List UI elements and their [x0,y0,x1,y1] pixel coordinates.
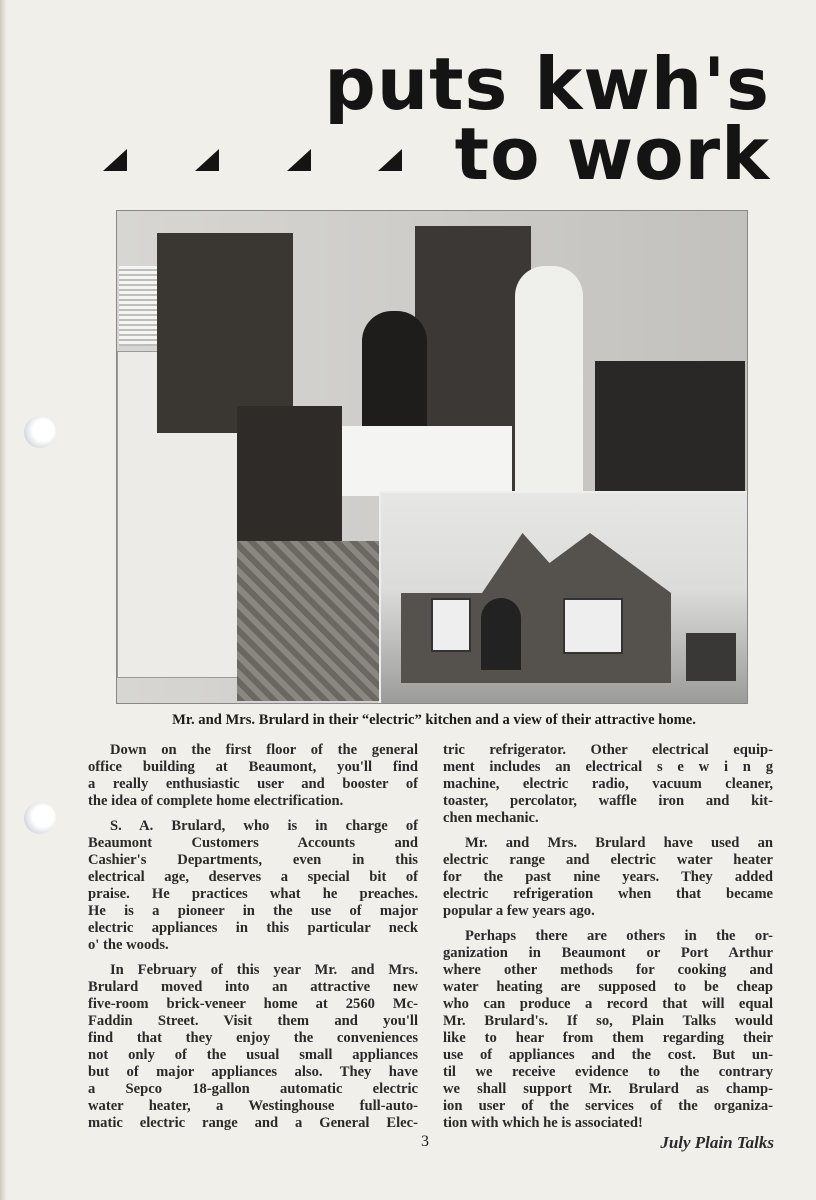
text-line: for the past nine years. They added [443,869,773,885]
text-line: o' the woods. [88,937,169,953]
garage [686,633,736,681]
electric-range [595,361,745,491]
text-line: machine, electric radio, vacuum cleaner, [443,776,773,792]
page-binding-edge [0,0,6,1200]
text-line: who can produce a record that will equal [443,996,773,1012]
text-line: popular a few years ago. [443,903,595,919]
text-line: praise. He practices what he preaches. [88,886,418,902]
text-line: Mr. Brulard's. If so, Plain Talks would [443,1013,773,1029]
house-window [431,598,471,652]
kitchen-photo [116,210,748,704]
article-paragraph [88,962,418,1132]
text-line: Perhaps there are others in the or- [465,928,773,944]
article-paragraph [443,835,773,920]
triangle-ornament [195,149,219,171]
text-line: electric refrigeration when that became [443,886,773,902]
triangle-ornament [287,149,311,171]
house-window [563,598,623,654]
text-line: a Sepco 18-gallon automatic electric [88,1081,418,1097]
text-line: In February of this year Mr. and Mrs. [110,962,418,978]
cabinet [157,233,293,433]
text-line: til we receive evidence to the contrary [443,1064,773,1080]
article-paragraph [88,818,418,954]
text-line: find that they enjoy the conveniences [88,1030,418,1046]
photo-caption: Mr. and Mrs. Brulard in their “electric” kitchen and a view of their attractive home. [172,712,696,728]
binder-hole [24,802,56,834]
text-line: Faddin Street. Visit them and you'll [88,1013,418,1029]
article-paragraph [443,742,773,827]
text-line: we shall support Mr. Brulard as champ- [443,1081,773,1097]
text-line: electric range and electric water heater [443,852,773,868]
text-line: water heater, a Westinghouse full-auto- [88,1098,418,1114]
triangle-ornament [103,149,127,171]
floor [237,541,387,701]
text-line: like to hear from them regarding their [443,1030,773,1046]
text-line: electric appliances in this particular neck [88,920,418,936]
text-line: Down on the first floor of the general [110,742,418,758]
table [342,426,512,496]
article-column-right [443,742,773,1140]
text-line: Brulard moved into an attractive new [88,979,418,995]
text-line: toaster, percolator, waffle iron and kit- [443,793,773,809]
text-line: office building at Beaumont, you'll find [88,759,418,775]
text-line: tion with which he is associated! [443,1115,643,1131]
text-line: Beaumont Customers Accounts and [88,835,418,851]
text-line: water heating are supposed to be cheap [443,979,773,995]
triangle-ornament [378,149,402,171]
house-door [481,598,521,670]
house-photo [379,491,748,704]
text-line: electrical age, deserves a special bit of [88,869,418,885]
text-line: matic electric range and a General Elec- [88,1115,418,1131]
text-line: tric refrigerator. Other electrical equip- [443,742,773,758]
publication-name: July Plain Talks [660,1133,774,1152]
man-figure [515,266,583,496]
text-line: He is a pioneer in the use of major [88,903,418,919]
article-paragraph [443,928,773,1132]
text-line: not only of the usual small appliances [88,1047,418,1063]
text-line: S. A. Brulard, who is in charge of [110,818,418,834]
text-line: the idea of complete home electrification. [88,793,344,809]
text-line: Mr. and Mrs. Brulard have used an [465,835,773,851]
article-column-left [88,742,418,1140]
headline-line-2: to work [454,112,770,196]
text-line: five-room brick-veneer home at 2560 Mc- [88,996,418,1012]
text-line: ment includes an electrical s e w i n g [443,759,773,775]
text-line: ganization in Beaumont or Port Arthur [443,945,773,961]
page-number: 3 [421,1133,429,1150]
text-line: a really enthusiastic user and booster of [88,776,418,792]
binder-hole [24,416,56,448]
text-line: but of major appliances also. They have [88,1064,418,1080]
article-paragraph [88,742,418,810]
text-line: where other methods for cooking and [443,962,773,978]
woman-figure [362,311,427,441]
text-line: use of appliances and the cost. But un- [443,1047,773,1063]
headline-line-1: puts kwh's [324,42,770,126]
text-line: chen mechanic. [443,810,539,826]
text-line: Cashier's Departments, even in this [88,852,418,868]
text-line: ion user of the services of the organiza- [443,1098,773,1114]
